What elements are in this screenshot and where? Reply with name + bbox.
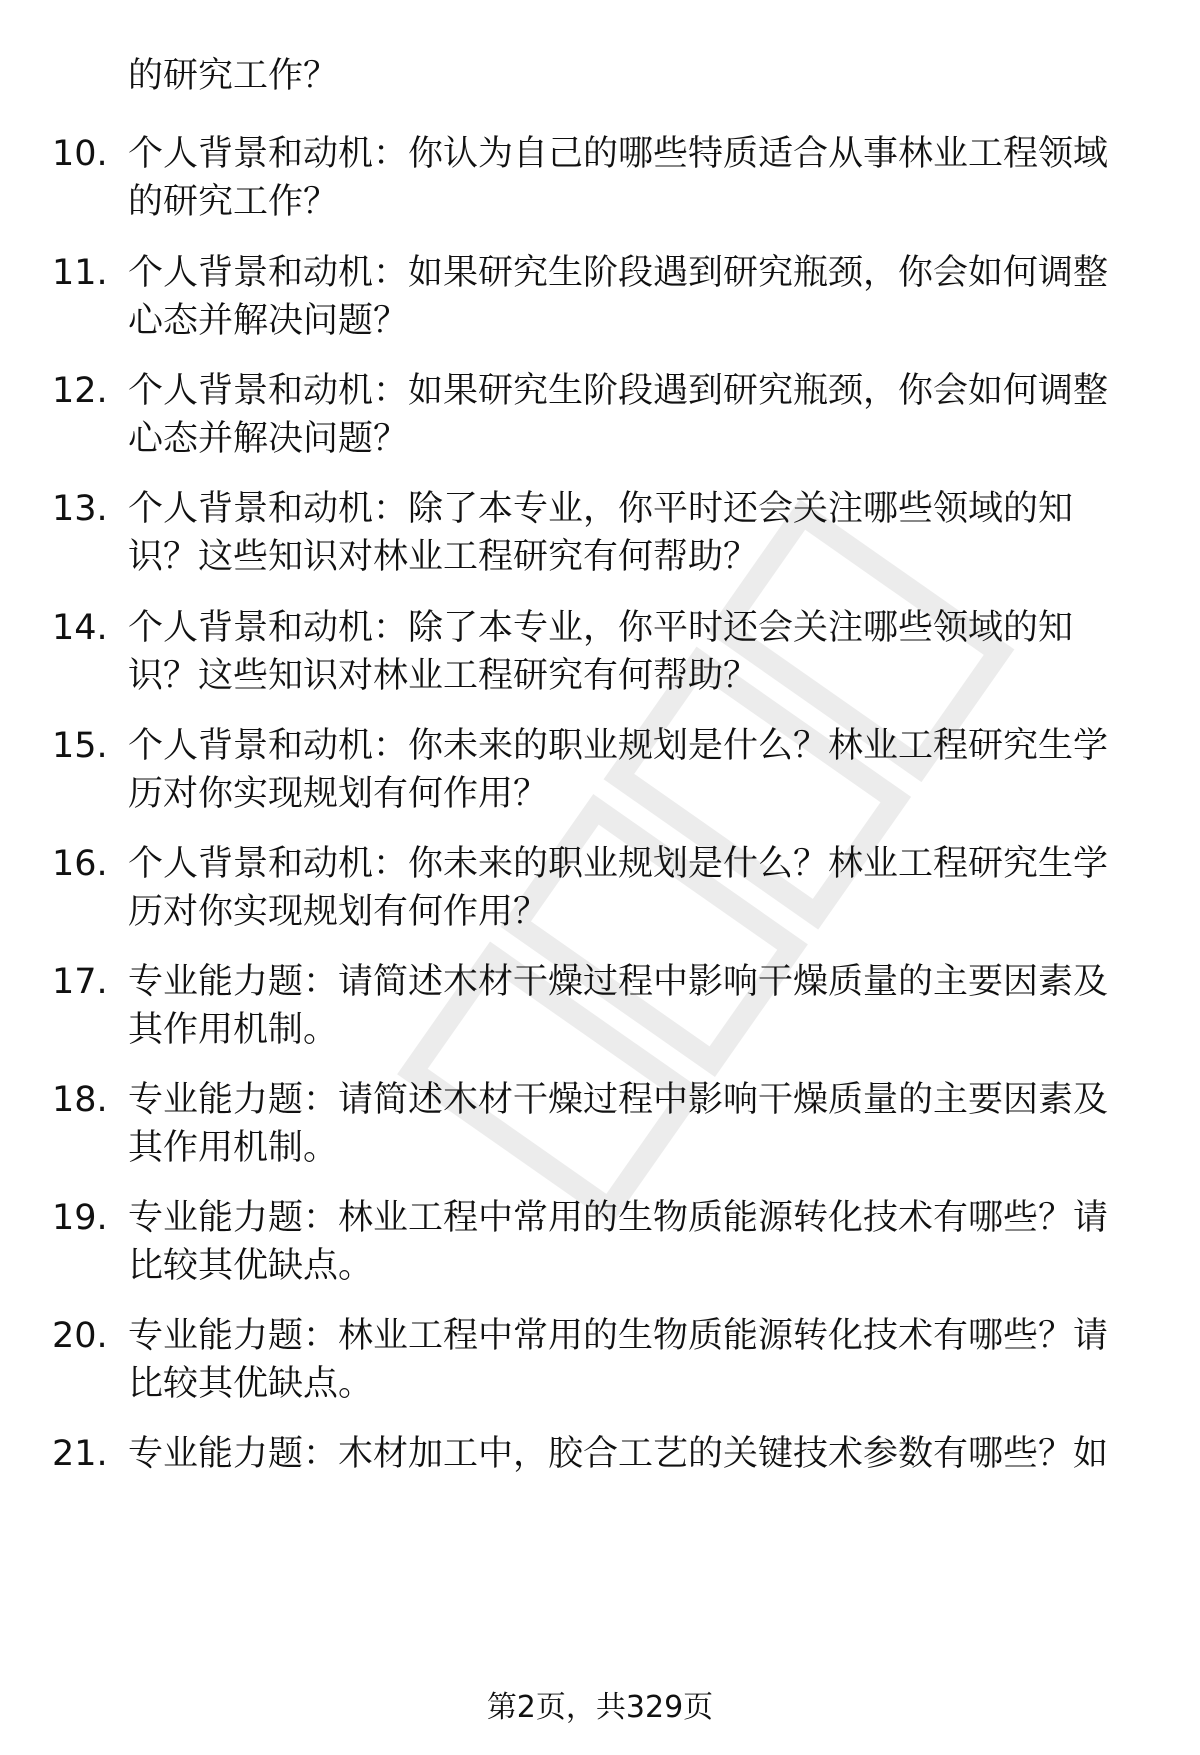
question-line-1: 个人背景和动机：你未来的职业规划是什么？林业工程研究生学 (128, 726, 1109, 766)
question-text (128, 722, 1138, 818)
question-line-2: 比较其优缺点。 (128, 1364, 374, 1404)
question-line-1: 个人背景和动机：你认为自己的哪些特质适合从事林业工程领域 (128, 134, 1109, 174)
question-item (0, 722, 1200, 822)
question-line-1: 专业能力题：林业工程中常用的生物质能源转化技术有哪些？请 (128, 1316, 1109, 1356)
question-item (0, 840, 1200, 940)
question-text (128, 1194, 1138, 1290)
page-footer: 第2页，共329页 (486, 1690, 714, 1725)
question-text (128, 1430, 1138, 1478)
question-text (128, 1076, 1138, 1172)
question-line-1: 个人背景和动机：你未来的职业规划是什么？林业工程研究生学 (128, 844, 1109, 884)
continuation-line: 的研究工作？ (128, 56, 339, 96)
question-item (0, 130, 1200, 230)
question-number: 16. (52, 844, 108, 884)
question-line-2: 识？这些知识对林业工程研究有何帮助？ (128, 656, 759, 696)
question-item (0, 1430, 1200, 1486)
question-number: 10. (52, 134, 108, 174)
question-text (128, 130, 1138, 226)
question-line-2: 比较其优缺点。 (128, 1246, 374, 1286)
question-item (0, 1194, 1200, 1294)
question-text (128, 249, 1138, 345)
question-number: 12. (52, 371, 108, 411)
question-item (0, 249, 1200, 349)
question-line-1: 个人背景和动机：除了本专业，你平时还会关注哪些领域的知 (128, 489, 1074, 529)
question-line-2: 识？这些知识对林业工程研究有何帮助？ (128, 537, 759, 577)
question-line-1: 专业能力题：林业工程中常用的生物质能源转化技术有哪些？请 (128, 1198, 1109, 1238)
question-line-1: 专业能力题：木材加工中，胶合工艺的关键技术参数有哪些？如 (128, 1434, 1109, 1474)
question-line-1: 个人背景和动机：除了本专业，你平时还会关注哪些领域的知 (128, 608, 1074, 648)
question-text (128, 367, 1138, 463)
question-text (128, 604, 1138, 700)
question-number: 13. (52, 489, 108, 529)
question-item (0, 1076, 1200, 1176)
question-number: 15. (52, 726, 108, 766)
question-line-2: 历对你实现规划有何作用？ (128, 892, 549, 932)
question-line-1: 个人背景和动机：如果研究生阶段遇到研究瓶颈，你会如何调整 (128, 253, 1109, 293)
question-text (128, 485, 1138, 581)
question-line-1: 个人背景和动机：如果研究生阶段遇到研究瓶颈，你会如何调整 (128, 371, 1109, 411)
question-text (128, 840, 1138, 936)
question-line-2: 的研究工作？ (128, 182, 339, 222)
question-number: 20. (52, 1316, 108, 1356)
question-item (0, 604, 1200, 704)
question-item (0, 958, 1200, 1058)
question-text (128, 1312, 1138, 1408)
question-line-1: 专业能力题：请简述木材干燥过程中影响干燥质量的主要因素及 (128, 962, 1109, 1002)
question-line-2: 其作用机制。 (128, 1010, 339, 1050)
question-number: 14. (52, 608, 108, 648)
question-text (128, 958, 1138, 1054)
question-item (0, 485, 1200, 585)
question-item (0, 1312, 1200, 1412)
question-line-2: 心态并解决问题？ (128, 301, 409, 341)
question-line-2: 其作用机制。 (128, 1128, 339, 1168)
question-number: 17. (52, 962, 108, 1002)
question-number: 11. (52, 253, 108, 293)
question-line-1: 专业能力题：请简述木材干燥过程中影响干燥质量的主要因素及 (128, 1080, 1109, 1120)
question-number: 21. (52, 1434, 108, 1474)
question-line-2: 心态并解决问题？ (128, 419, 409, 459)
question-item (0, 367, 1200, 467)
question-number: 18. (52, 1080, 108, 1120)
question-line-2: 历对你实现规划有何作用？ (128, 774, 549, 814)
question-number: 19. (52, 1198, 108, 1238)
